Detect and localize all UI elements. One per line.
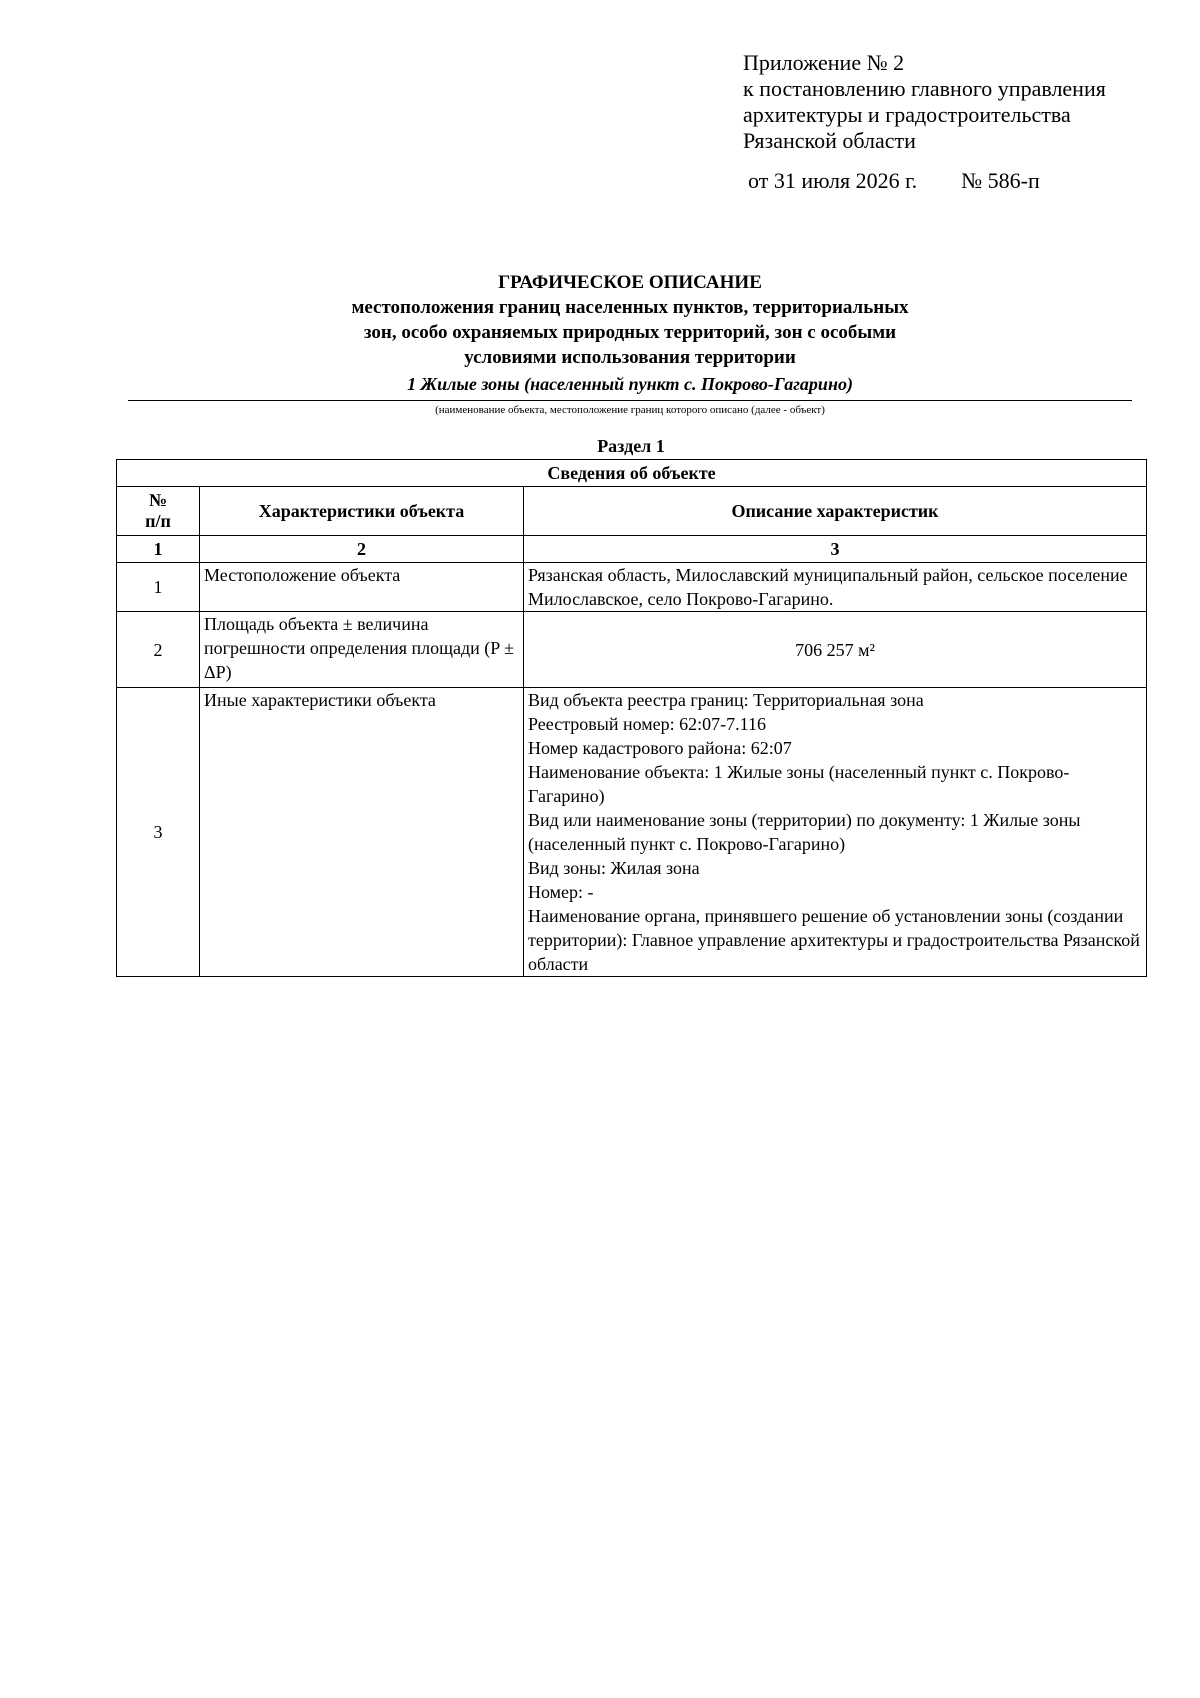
title-main: ГРАФИЧЕСКОЕ ОПИСАНИЕ xyxy=(498,272,762,293)
description-line: Вид зоны: Жилая зона xyxy=(528,858,700,878)
row-description: 706 257 м² xyxy=(524,612,1147,688)
table-row xyxy=(117,688,1147,977)
object-name-caption: (наименование объекта, местоположение границ которого описано (далее - объект) xyxy=(435,404,825,416)
row-characteristic: Иные характеристики объекта xyxy=(200,688,524,977)
appendix-line: Рязанской области xyxy=(743,128,916,153)
col-number-3: 3 xyxy=(524,536,1147,563)
section-label: Раздел 1 xyxy=(597,436,665,456)
divider-line xyxy=(128,400,1132,401)
object-info-table xyxy=(116,459,1147,977)
order-number: № 586-п xyxy=(961,168,1040,193)
row-number: 3 xyxy=(117,688,200,977)
header-description: Описание характеристик xyxy=(524,487,1147,536)
header-number: № п/п xyxy=(117,487,200,536)
title-line: зон, особо охраняемых природных территорий, зон с особыми xyxy=(363,322,897,343)
appendix-block xyxy=(743,50,1106,154)
table-row xyxy=(117,612,1147,688)
object-name: 1 Жилые зоны (населенный пункт с. Покрово-Гагарино) xyxy=(407,374,853,394)
description-line: Реестровый номер: 62:07-7.116 xyxy=(528,714,766,734)
row-number: 2 xyxy=(117,612,200,688)
row-number: 1 xyxy=(117,563,200,612)
title-line: местоположения границ населенных пунктов, территориальных xyxy=(351,297,909,318)
table-row xyxy=(117,563,1147,612)
col-number-2: 2 xyxy=(200,536,524,563)
row-characteristic: Площадь объекта ± величина погрешности определения площади (P ± ΔP) xyxy=(200,612,524,688)
order-date: от 31 июля 2026 г. xyxy=(748,168,918,193)
title-line: условиями использования территории xyxy=(464,347,796,368)
description-line: Номер кадастрового района: 62:07 xyxy=(528,738,792,758)
description-line: Номер: - xyxy=(528,882,594,902)
header-characteristic: Характеристики объекта xyxy=(200,487,524,536)
description-line: Наименование органа, принявшего решение об установлении зоны (создании территории): Главное управление архитектуры и градостроительства Рязанской области xyxy=(528,906,1140,974)
row-description xyxy=(524,688,1147,977)
appendix-line: архитектуры и градостроительства xyxy=(743,102,1071,127)
document-title xyxy=(128,270,1132,370)
table-title: Сведения об объекте xyxy=(117,460,1147,487)
appendix-title: Приложение № 2 xyxy=(743,50,905,75)
order-date-number xyxy=(748,168,1040,194)
description-line: Наименование объекта: 1 Жилые зоны (населенный пункт с. Покрово-Гагарино) xyxy=(528,762,1070,806)
col-number-1: 1 xyxy=(117,536,200,563)
description-line: Вид или наименование зоны (территории) по документу: 1 Жилые зоны (населенный пункт с. Покрово-Гагарино) xyxy=(528,810,1081,854)
description-line: Вид объекта реестра границ: Территориальная зона xyxy=(528,690,924,710)
appendix-line: к постановлению главного управления xyxy=(743,76,1106,101)
row-characteristic: Местоположение объекта xyxy=(200,563,524,612)
row-description: Рязанская область, Милославский муниципальный район, сельское поселение Милославское, село Покрово-Гагарино. xyxy=(524,563,1147,612)
